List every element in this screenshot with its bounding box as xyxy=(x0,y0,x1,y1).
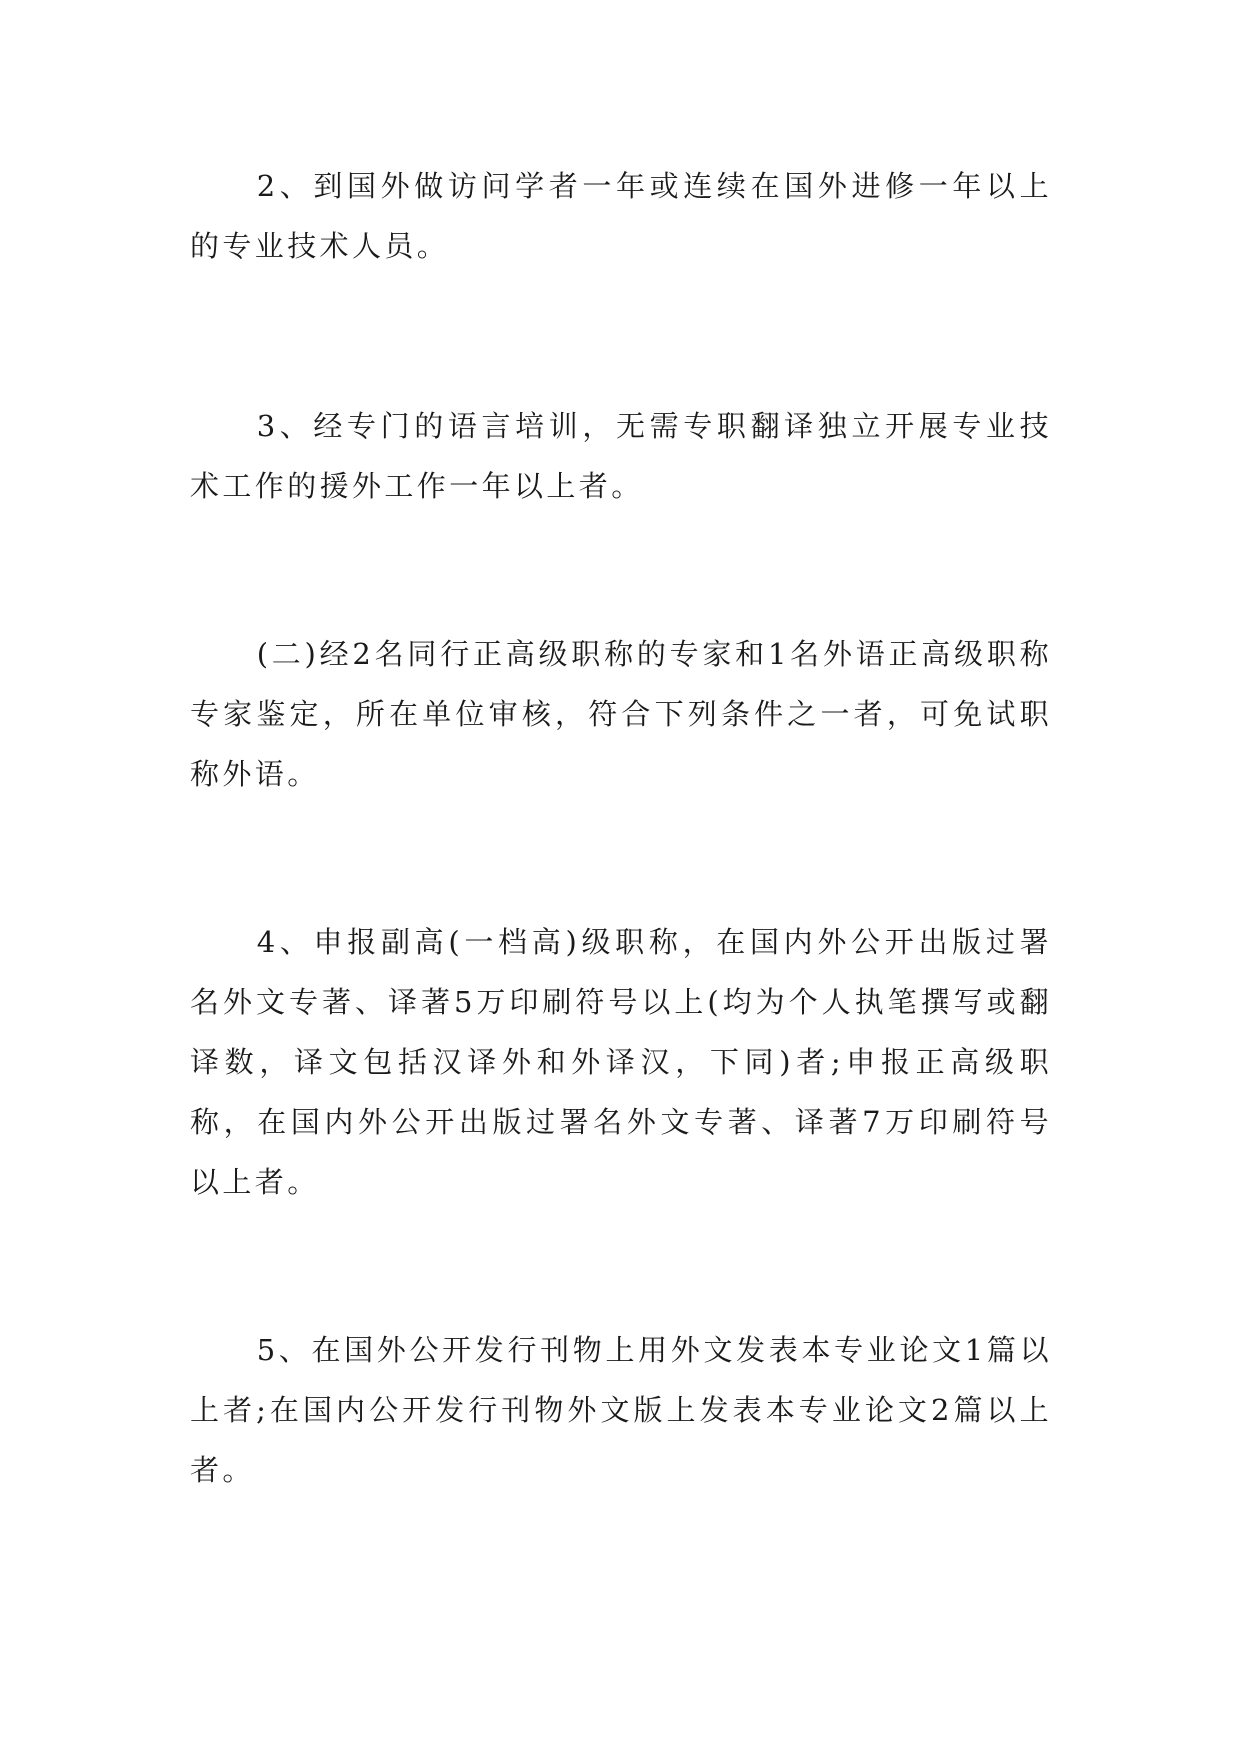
paragraph-item-2: 2、到国外做访问学者一年或连续在国外进修一年以上的专业技术人员。 xyxy=(190,169,1052,263)
paragraph-item-3: 3、经专门的语言培训，无需专职翻译独立开展专业技术工作的援外工作一年以上者。 xyxy=(190,409,1052,503)
paragraph-item-4: 4、申报副高(一档高)级职称，在国内外公开出版过署名外文专著、译著5万印刷符号以上(均为个人执笔撰写或翻译数，译文包括汉译外和外译汉，下同)者;申报正高级职称，在国内外公开出版过署名外文专著、译著7万印刷符号以上者。 xyxy=(190,925,1052,1199)
paragraph-item-5: 5、在国外公开发行刊物上用外文发表本专业论文1篇以上者;在国内公开发行刊物外文版上发表本专业论文2篇以上者。 xyxy=(190,1333,1052,1487)
paragraph-section-2: (二)经2名同行正高级职称的专家和1名外语正高级职称专家鉴定，所在单位审核，符合下列条件之一者，可免试职称外语。 xyxy=(190,637,1052,791)
